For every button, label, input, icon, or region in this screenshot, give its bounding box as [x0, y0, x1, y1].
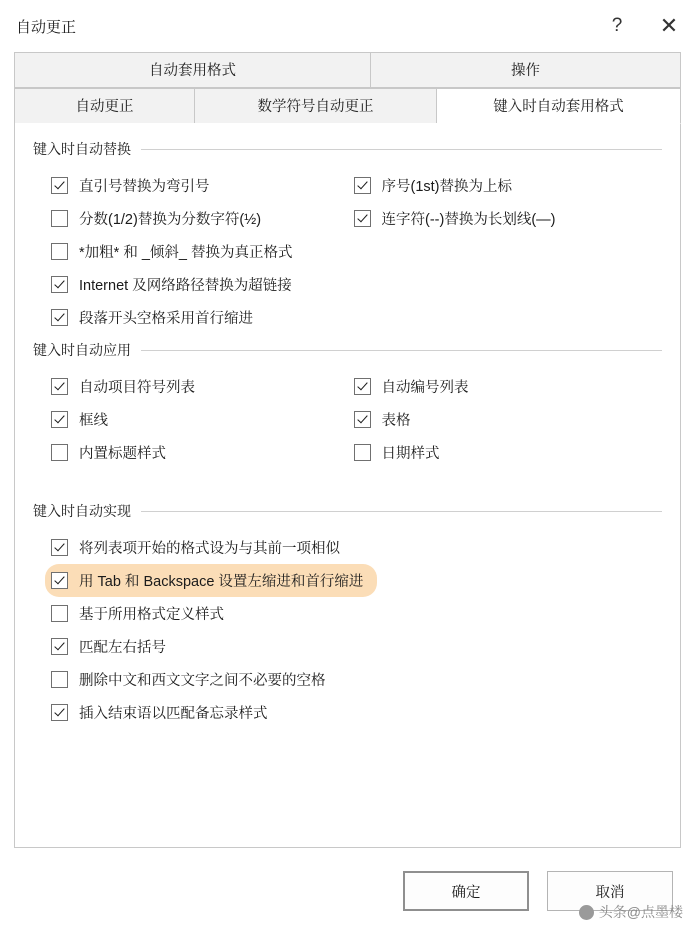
checkbox-label: 框线	[79, 413, 108, 429]
checkbox-row[interactable]	[354, 370, 663, 403]
checkbox-label: *加粗* 和 _倾斜_ 替换为真正格式	[79, 245, 293, 261]
checkbox-first-line-indent[interactable]	[51, 309, 68, 326]
checkbox-row[interactable]	[51, 663, 662, 696]
ok-button[interactable]: 确定	[403, 871, 529, 911]
page-title: 自动更正	[16, 18, 77, 36]
watermark-text: 头条@点墨楼	[598, 904, 683, 920]
dialog-footer	[0, 848, 695, 934]
group-column-right	[348, 169, 663, 334]
checkbox-fractions[interactable]	[51, 210, 68, 227]
checkbox-match-parentheses[interactable]	[51, 638, 68, 655]
checkbox-row-highlighted[interactable]	[45, 564, 377, 597]
checkbox-row[interactable]	[354, 436, 663, 469]
checkbox-ordinals-superscript[interactable]	[354, 177, 371, 194]
checkbox-format-list-like-previous[interactable]	[51, 539, 68, 556]
checkbox-label: 用 Tab 和 Backspace 设置左缩进和首行缩进	[79, 574, 364, 590]
checkbox-label: 将列表项开始的格式设为与其前一项相似	[79, 541, 340, 557]
checkbox-label: 插入结束语以匹配备忘录样式	[79, 706, 268, 722]
checkbox-row[interactable]	[51, 301, 348, 334]
checkbox-row[interactable]	[51, 630, 662, 663]
checkbox-builtin-heading-styles[interactable]	[51, 444, 68, 461]
tab-panel	[14, 123, 681, 848]
tab-strip	[0, 52, 695, 124]
group-title: 键入时自动应用	[33, 342, 131, 358]
group-divider	[141, 350, 662, 351]
group-column-full	[33, 531, 662, 729]
checkbox-auto-numbered-list[interactable]	[354, 378, 371, 395]
checkbox-row[interactable]	[354, 169, 663, 202]
title-bar	[0, 0, 695, 52]
group-spacer	[33, 475, 662, 501]
checkbox-define-styles-from-formatting[interactable]	[51, 605, 68, 622]
group-replace-as-you-type	[33, 139, 662, 334]
group-columns	[33, 370, 662, 469]
group-header	[33, 501, 662, 521]
checkbox-tab-backspace-indent[interactable]	[51, 572, 68, 589]
checkbox-row[interactable]	[51, 531, 662, 564]
checkbox-bold-italic[interactable]	[51, 243, 68, 260]
group-column-left	[33, 169, 348, 334]
checkbox-label: Internet 及网络路径替换为超链接	[79, 278, 292, 294]
checkbox-label: 删除中文和西文文字之间不必要的空格	[79, 673, 326, 689]
checkbox-label: 匹配左右括号	[79, 640, 166, 656]
group-columns	[33, 169, 662, 334]
tab-autoformat-as-you-type[interactable]: 键入时自动套用格式	[437, 88, 681, 124]
group-apply-as-you-type	[33, 340, 662, 469]
help-icon[interactable]: ?	[611, 15, 623, 36]
checkbox-row[interactable]	[354, 202, 663, 235]
tab-actions[interactable]: 操作	[371, 52, 681, 88]
group-divider	[141, 511, 662, 512]
checkbox-remove-space-between-cjk-latin[interactable]	[51, 671, 68, 688]
checkbox-label: 直引号替换为弯引号	[79, 179, 210, 195]
group-column-right	[348, 370, 663, 469]
group-header	[33, 340, 662, 360]
checkbox-tables[interactable]	[354, 411, 371, 428]
checkbox-row[interactable]	[51, 696, 662, 729]
tab-autoformat[interactable]: 自动套用格式	[14, 52, 371, 88]
checkbox-insert-closing-for-memo[interactable]	[51, 704, 68, 721]
tab-row-bottom	[14, 88, 681, 124]
group-divider	[141, 149, 662, 150]
close-icon[interactable]: ✕	[659, 13, 679, 38]
checkbox-label: 表格	[381, 413, 411, 429]
checkbox-row[interactable]	[51, 235, 348, 268]
checkbox-row[interactable]	[51, 597, 662, 630]
checkbox-label: 自动项目符号列表	[79, 380, 195, 396]
checkbox-label: 序号(1st)替换为上标	[381, 179, 512, 195]
checkbox-row[interactable]	[51, 202, 348, 235]
checkbox-row[interactable]	[51, 403, 348, 436]
checkbox-row[interactable]	[51, 169, 348, 202]
checkbox-label: 基于所用格式定义样式	[79, 607, 224, 623]
tab-autocorrect[interactable]: 自动更正	[14, 88, 195, 124]
group-title: 键入时自动替换	[33, 141, 131, 157]
tab-math-autocorrect[interactable]: 数学符号自动更正	[195, 88, 437, 124]
checkbox-border-lines[interactable]	[51, 411, 68, 428]
group-column-left	[33, 370, 348, 469]
group-automatically-as-you-type	[33, 501, 662, 729]
checkbox-row[interactable]	[354, 403, 663, 436]
checkbox-label: 内置标题样式	[79, 446, 166, 462]
group-header	[33, 139, 662, 159]
checkbox-straight-quotes[interactable]	[51, 177, 68, 194]
checkbox-row[interactable]	[51, 370, 348, 403]
checkbox-label: 自动编号列表	[381, 380, 469, 396]
tab-row-top	[14, 52, 681, 88]
checkbox-internet-paths[interactable]	[51, 276, 68, 293]
checkbox-auto-bulleted-list[interactable]	[51, 378, 68, 395]
checkbox-label: 日期样式	[381, 446, 440, 462]
checkbox-row[interactable]	[51, 268, 348, 301]
checkbox-row[interactable]	[51, 436, 348, 469]
checkbox-label: 连字符(--)替换为长划线(—)	[381, 212, 556, 228]
cancel-button[interactable]: 取消	[547, 871, 673, 911]
checkbox-label: 分数(1/2)替换为分数字符(½)	[79, 212, 262, 228]
group-title: 键入时自动实现	[33, 503, 131, 519]
checkbox-label: 段落开头空格采用首行缩进	[79, 311, 253, 327]
checkbox-hyphens-dash[interactable]	[354, 210, 371, 227]
checkbox-date-style[interactable]	[354, 444, 371, 461]
